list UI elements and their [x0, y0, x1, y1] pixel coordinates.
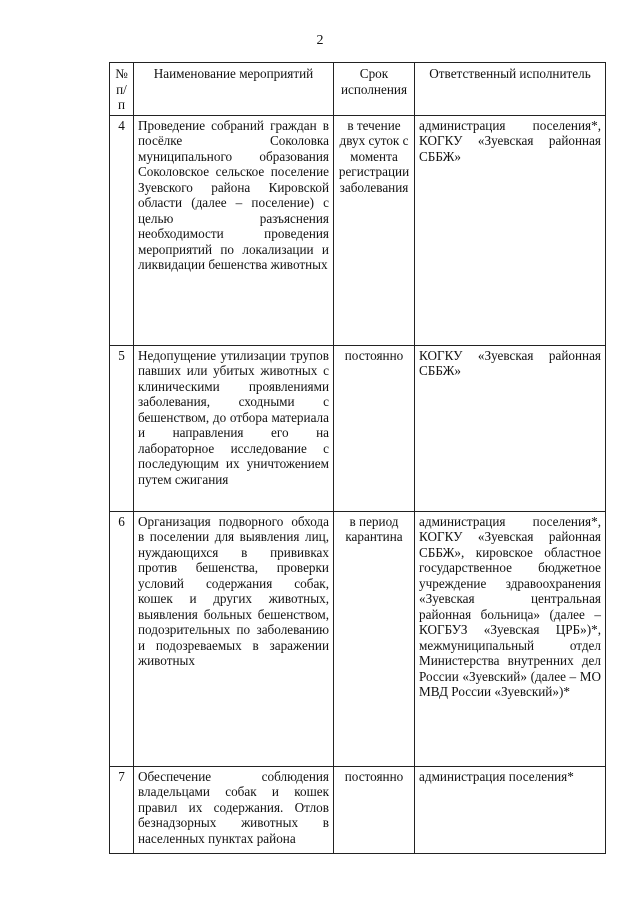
row-measure: Проведение собраний граждан в посёлке Соколовка муниципального образования Соколовское сельское поселение Зуевского района Кировской области (далее – поселение) с целью разъяснения необходимости проведения мероприятий по локализации и ликвидации бешенства животных [134, 115, 334, 345]
table-row [110, 766, 606, 853]
row-num: 6 [110, 511, 134, 766]
table-row [110, 511, 606, 766]
row-term: постоянно [334, 345, 415, 511]
row-term: в период карантина [334, 511, 415, 766]
table-header-row [110, 63, 606, 116]
row-responsible: администрация поселения* [415, 766, 606, 853]
row-measure: Организация подворного обхода в поселении для выявления лиц, нуждающихся в прививках против бешенства, проверки условий содержания собак, кошек и других животных, выявления больных бешенством, подозрительных по заболеванию и подозреваемых в заражении животных [134, 511, 334, 766]
header-term: Срок исполнения [334, 63, 415, 116]
row-measure: Недопущение утилизации трупов павших или убитых животных с клиническими проявлениями заболевания, сходными с бешенством, до отбора материала и направления его на лабораторное исследование с последующим их уничтожением путем сжигания [134, 345, 334, 511]
row-responsible: администрация поселения*, КОГКУ «Зуевская районная СББЖ», кировское областное государственное бюджетное учреждение здравоохранения «Зуевская центральная районная больница» (далее – КОГБУЗ «Зуевская ЦРБ»)*, межмуниципальный отдел Министерства внутренних дел России «Зуевский» (далее – МО МВД России «Зуевский»)* [415, 511, 606, 766]
row-term: в течение двух суток с момента регистрации заболевания [334, 115, 415, 345]
row-num: 7 [110, 766, 134, 853]
table-row [110, 345, 606, 511]
row-term: постоянно [334, 766, 415, 853]
row-responsible: КОГКУ «Зуевская районная СББЖ» [415, 345, 606, 511]
row-num: 5 [110, 345, 134, 511]
header-responsible: Ответственный исполнитель [415, 63, 606, 116]
measures-table [109, 62, 606, 854]
row-measure: Обеспечение соблюдения владельцами собак и кошек правил их содержания. Отлов безнадзорных животных в населенных пунктах района [134, 766, 334, 853]
row-num: 4 [110, 115, 134, 345]
header-num: № п/п [110, 63, 134, 116]
row-responsible: администрация поселения*, КОГКУ «Зуевская районная СББЖ» [415, 115, 606, 345]
header-name: Наименование мероприятий [134, 63, 334, 116]
page-number: 2 [316, 33, 324, 48]
table-row [110, 115, 606, 345]
